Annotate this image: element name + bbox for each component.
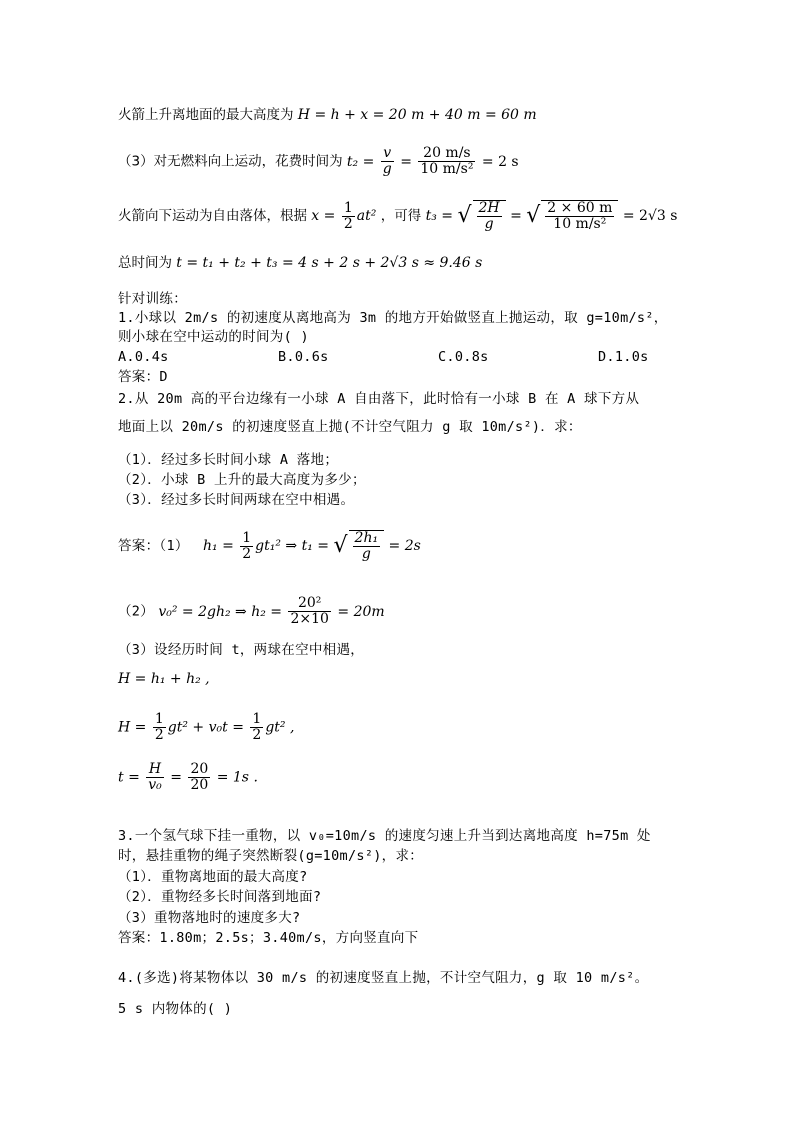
fraction-denominator: 2 (154, 727, 164, 743)
no-fuel-time-formula: t₂ = $\frac{v}{g}$ = $\frac{20 m/s}{\text{10 m/s²}}$ = 2 s (346, 145, 519, 177)
20-over-20-fraction (188, 762, 210, 793)
speed-over-g-fraction (418, 146, 475, 177)
q2-eq2 (118, 712, 294, 743)
q1-line2: 则小球在空中运动的时间为( ) (118, 329, 309, 345)
numeric-fraction (545, 201, 614, 232)
option-b: B.0.6s (278, 349, 329, 365)
t3-result: = 2√3 s (622, 208, 678, 224)
t-result: = 1s . (216, 769, 258, 786)
answer-label: 答案：（1） (118, 538, 189, 554)
q2-sub2: （2）．小球 B 上升的最大高度为多少； (118, 472, 366, 488)
t2-label: t₂ = (346, 153, 375, 170)
q1-line1: 1.小球以 2m/s 的初速度从离地高为 3m 的地方开始做竖直上抛运动，取 g=10m/s²， (118, 310, 668, 326)
no-fuel-time-text: （3）对无燃料向上运动，花费时间为 (118, 153, 343, 170)
total-time-formula: t = t₁ + t₂ + t₃ = 4 s + 2 s + 2√3 s ≈ 9.46 s (176, 255, 483, 271)
gt-squared: gt² , (265, 719, 295, 736)
q4-line2: 5 s 内物体的( ) (118, 1001, 233, 1017)
fraction-denominator: v₀ (148, 777, 162, 793)
t3-formula: t₃ = √ $\frac{2H}{g}$ = √ $\frac{2 \times 60 m}{\text{10 m/s²}}$ = 2√3 s (425, 200, 678, 232)
q2-answer3-text: （3）设经历时间 t，两球在空中相遇， (118, 642, 365, 658)
fraction-numerator: H (146, 762, 164, 778)
fraction-numerator: 1 (252, 711, 262, 727)
q2-eq1: H = h₁ + h₂ , (118, 671, 210, 687)
max-height-text: 火箭上升离地面的最大高度为 (118, 107, 294, 123)
2H-over-g-fraction (477, 201, 502, 232)
q3-answer: 答案：1.80m；2.5s；3.40m/s，方向竖直向下 (118, 930, 419, 946)
fraction-numerator: 20 (190, 761, 209, 777)
fraction-denominator: g (484, 216, 494, 232)
q2-eq3 (118, 762, 258, 793)
fraction-numerator: 2H (478, 200, 500, 216)
fraction-numerator: 20 m/s (418, 146, 475, 162)
t-label: t = (118, 769, 140, 786)
fraction-numerator: 1 (154, 711, 164, 727)
q3-line1: 3.一个氢气球下挂一重物，以 v₀=10m/s 的速度匀速上升当到达离地高度 h=75m 处 (118, 828, 651, 844)
equals-sign: = (170, 769, 182, 786)
gt1-implies: gt₁² ⇒ t₁ = (255, 538, 330, 554)
fraction-numerator: 2 × 60 m (547, 200, 613, 216)
q1-answer: 答案：D (118, 369, 168, 385)
fraction-numerator: 1 (242, 529, 252, 546)
no-fuel-time-line (118, 146, 519, 177)
q3-sub3: （3）重物落地时的速度多大? (118, 910, 301, 926)
max-height-line (118, 106, 537, 124)
fraction-numerator: v (381, 146, 394, 162)
fraction-numerator: 1 (343, 199, 353, 216)
q2-sub1: （1）．经过多长时间小球 A 落地； (118, 452, 339, 468)
q2-answer1 (118, 530, 421, 562)
q1-options (118, 348, 649, 366)
fraction-denominator: 10 m/s² (553, 216, 607, 232)
q2-line2: 地面上以 20m/s 的初速度竖直上抛(不计空气阻力 g 取 10m/s²)．求： (118, 419, 582, 435)
q3-line2: 时，悬挂重物的绳子突然断裂(g=10m/s²)，求： (118, 848, 424, 864)
training-header: 针对训练： (118, 291, 187, 307)
q2-answer2-formula (158, 595, 385, 627)
free-fall-line (118, 200, 677, 232)
total-time-line (118, 254, 482, 272)
v0-squared-implies: v₀² = 2gh₂ ⇒ h₂ = (158, 603, 283, 620)
h1-label: h₁ = (202, 538, 234, 554)
q2-answer2 (118, 596, 385, 627)
q3-sub1: （1）．重物离地面的最大高度? (118, 869, 308, 885)
x-label: x = (311, 208, 336, 224)
fraction-denominator: 2×10 (290, 611, 329, 627)
half-fraction (342, 201, 355, 232)
q3-sub2: （2）．重物经多长时间落到地面? (118, 889, 322, 905)
option-c: C.0.8s (438, 349, 489, 365)
t2-result: = 2 s (481, 153, 519, 170)
half-fraction (153, 712, 166, 743)
h2-fraction (288, 596, 330, 627)
v-over-g-fraction (381, 146, 394, 177)
free-fall-formula (311, 199, 381, 232)
free-fall-text: 火箭向下运动为自由落体，根据 (118, 208, 307, 224)
max-height-formula: H = h + x = 20 m + 40 m = 60 m (297, 107, 537, 123)
t3-label: t₃ = (425, 208, 454, 224)
fraction-numerator: 20² (288, 596, 330, 612)
H-over-v0-fraction (146, 762, 164, 793)
q4-line1: 4.(多选)将某物体以 30 m/s 的初速度竖直上抛，不计空气阻力，g 取 10 m/s²。 (118, 970, 649, 986)
t1-result: = 2s (388, 538, 421, 554)
half-fraction-2 (250, 712, 263, 743)
option-d: D.1.0s (598, 349, 649, 365)
half-fraction (240, 531, 253, 562)
gt-v0t: gt² + v₀t = (167, 719, 244, 736)
q2-sub3: （3）．经过多长时间两球在空中相遇。 (118, 492, 355, 508)
answer2-label: （2） (118, 603, 155, 620)
at-squared: at² (356, 208, 377, 224)
fraction-denominator: g (382, 161, 392, 177)
fraction-numerator: 2h₁ (354, 530, 379, 546)
fraction-denominator: g (361, 546, 371, 562)
option-a: A.0.4s (118, 349, 169, 365)
h2-result: = 20m (337, 603, 385, 620)
so-text: ，可得 (380, 208, 422, 224)
2h1-over-g-fraction (353, 531, 381, 562)
fraction-denominator: 10 m/s² (420, 161, 474, 177)
fraction-denominator: 2 (242, 545, 252, 562)
fraction-denominator: 20 (190, 777, 209, 793)
q2-line1: 2.从 20m 高的平台边缘有一小球 A 自由落下，此时恰有一小球 B 在 A 球下方从 (118, 391, 640, 407)
fraction-denominator: 2 (252, 727, 262, 743)
fraction-denominator: 2 (343, 215, 353, 232)
total-time-text: 总时间为 (118, 255, 172, 271)
q2-answer1-formula: h₁ = $\frac{1}{2}$ gt₁² ⇒ t₁ = √ $\frac{\text{2h₁}}{g}$ = 2s (202, 529, 421, 562)
H-label: H = (118, 719, 147, 736)
